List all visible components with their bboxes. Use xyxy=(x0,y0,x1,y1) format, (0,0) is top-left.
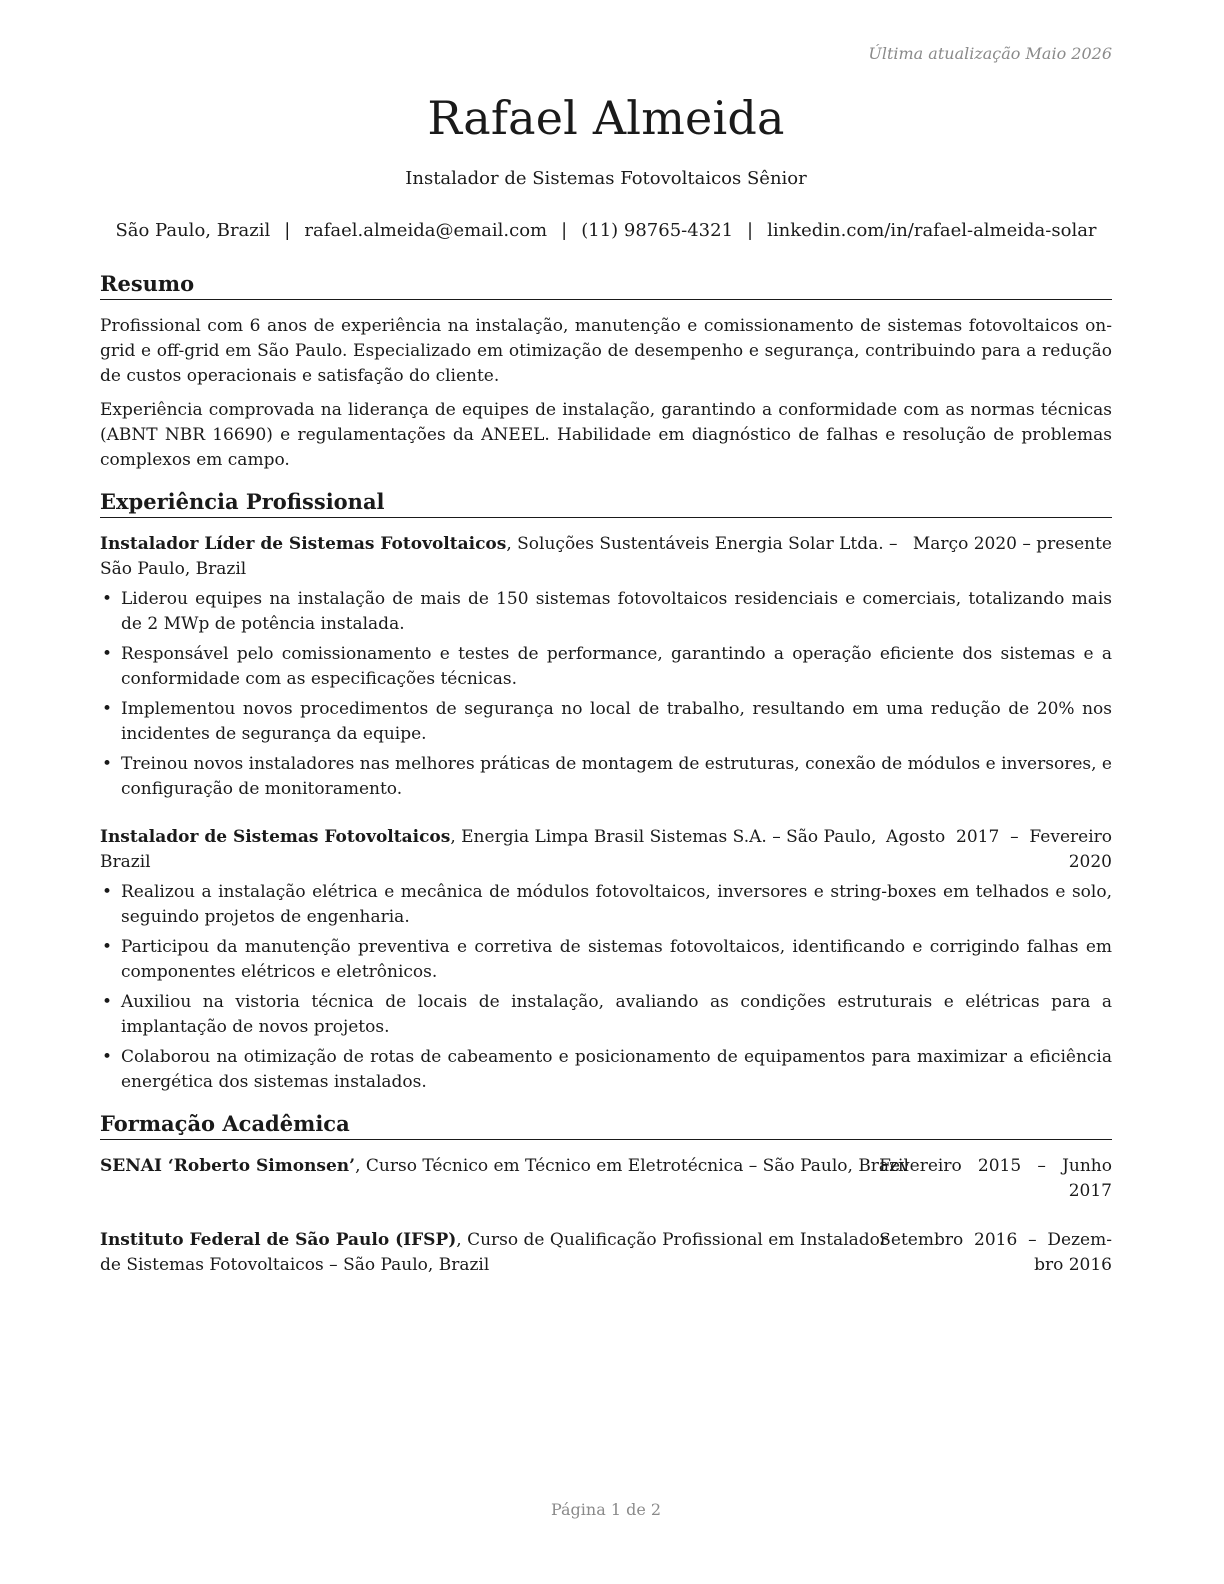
education-entry xyxy=(100,1154,1112,1201)
education-dates-cont: 2017 xyxy=(1068,1181,1112,1201)
summary-paragraph: Profissional com 6 anos de experiência na instalação, manutenção e comissionamento de sistemas fotovoltaicos on-grid e off-grid em São Paulo. Especializado em otimização de desempenho e segurança, contribuindo para a redução de custos operacionais e satisfação do cliente. xyxy=(100,316,1112,386)
education-dates: Setembro 2016 – Dezem- xyxy=(879,1230,1112,1250)
job-role: Instalador Líder de Sistemas Fotovoltaicos xyxy=(100,534,507,554)
job-dates: Agosto 2017 – Fevereiro xyxy=(886,827,1112,847)
list-item: • Colaborou na otimização de rotas de cabeamento e posicionamento de equipamentos para maximizar a eficiência energética dos sistemas instalados. xyxy=(102,1047,1112,1092)
contact-linkedin[interactable]: linkedin.com/in/rafael-almeida-solar xyxy=(767,220,1097,241)
list-item: • Implementou novos procedimentos de segurança no local de trabalho, resultando em uma redução de 20% nos incidentes de segurança da equipe. xyxy=(102,699,1112,744)
bullet-icon: • xyxy=(102,882,113,902)
page-number: Página 1 de 2 xyxy=(550,1500,662,1519)
bullet-icon: • xyxy=(102,754,113,774)
list-item: • Realizou a instalação elétrica e mecânica de módulos fotovoltaicos, inversores e string-boxes em telhados e solo, seguindo projetos de engenharia. xyxy=(102,882,1112,927)
education-entry xyxy=(100,1228,1112,1278)
job-header xyxy=(100,532,1112,582)
bullet-icon: • xyxy=(102,992,113,1012)
contact-separator: | xyxy=(747,220,754,241)
education-dates: Fevereiro 2015 – Junho xyxy=(879,1156,1112,1176)
job-company: , Soluções Sustentáveis Energia Solar Ltda. – xyxy=(506,534,898,554)
job-header xyxy=(100,825,1112,875)
list-item: • Liderou equipes na instalação de mais de 150 sistemas fotovoltaicos residenciais e comerciais, totalizando mais de 2 MWp de potência instalada. xyxy=(102,589,1112,634)
education-institution: SENAI ‘Roberto Simonsen’ xyxy=(100,1156,356,1176)
education-dates-cont: bro 2016 xyxy=(1034,1255,1112,1275)
candidate-name: Rafael Almeida xyxy=(427,91,785,145)
list-item: • Treinou novos instaladores nas melhores práticas de montagem de estruturas, conexão de módulos e inversores, e configuração de monitoramento. xyxy=(102,754,1112,799)
job-company: , Energia Limpa Brasil Sistemas S.A. – São Paulo, xyxy=(450,827,877,847)
job-dates: Março 2020 – presente xyxy=(912,534,1112,554)
job-location: São Paulo, Brazil xyxy=(100,559,247,579)
bullet-icon: • xyxy=(102,1047,113,1067)
summary-paragraph: Experiência comprovada na liderança de equipes de instalação, garantindo a conformidade com as normas técnicas (ABNT NBR 16690) e regulamentações da ANEEL. Habilidade em diagnóstico de falhas e resolução de problemas complexos em campo. xyxy=(100,400,1112,470)
list-item: • Auxiliou na vistoria técnica de locais de instalação, avaliando as condições estruturais e elétricas para a implantação de novos projetos. xyxy=(102,992,1112,1037)
job-bullets xyxy=(100,880,1112,1100)
education-institution: Instituto Federal de São Paulo (IFSP) xyxy=(100,1230,457,1250)
contact-separator: | xyxy=(284,220,291,241)
contact-separator: | xyxy=(561,220,568,241)
education-detail: , Curso de Qualificação Profissional em Instalador xyxy=(456,1230,889,1250)
last-updated: Última atualização Maio 2026 xyxy=(868,44,1112,63)
education-detail-cont: de Sistemas Fotovoltaicos – São Paulo, Brazil xyxy=(100,1255,490,1275)
contact-line xyxy=(100,219,1112,243)
contact-phone: (11) 98765-4321 xyxy=(581,220,734,241)
bullet-icon: • xyxy=(102,699,113,719)
job-bullets xyxy=(100,587,1112,807)
education-detail: , Curso Técnico em Técnico em Eletrotécnica – São Paulo, Brazil xyxy=(355,1156,909,1176)
list-item: • Responsável pelo comissionamento e testes de performance, garantindo a operação eficiente dos sistemas e a conformidade com as especificações técnicas. xyxy=(102,644,1112,689)
bullet-icon: • xyxy=(102,644,113,664)
job-dates-cont: 2020 xyxy=(1068,852,1112,872)
contact-location: São Paulo, Brazil xyxy=(115,220,271,241)
job-title: Instalador de Sistemas Fotovoltaicos Sênior xyxy=(405,168,807,189)
section-heading-summary: Resumo xyxy=(100,270,1112,300)
job-location: Brazil xyxy=(100,852,151,872)
bullet-icon: • xyxy=(102,589,113,609)
bullet-icon: • xyxy=(102,937,113,957)
section-heading-education: Formação Acadêmica xyxy=(100,1110,1112,1140)
contact-email[interactable]: rafael.almeida@email.com xyxy=(304,220,548,241)
section-heading-experience: Experiência Profissional xyxy=(100,488,1112,518)
job-role: Instalador de Sistemas Fotovoltaicos xyxy=(100,827,451,847)
list-item: • Participou da manutenção preventiva e corretiva de sistemas fotovoltaicos, identificando e corrigindo falhas em componentes elétricos e eletrônicos. xyxy=(102,937,1112,982)
